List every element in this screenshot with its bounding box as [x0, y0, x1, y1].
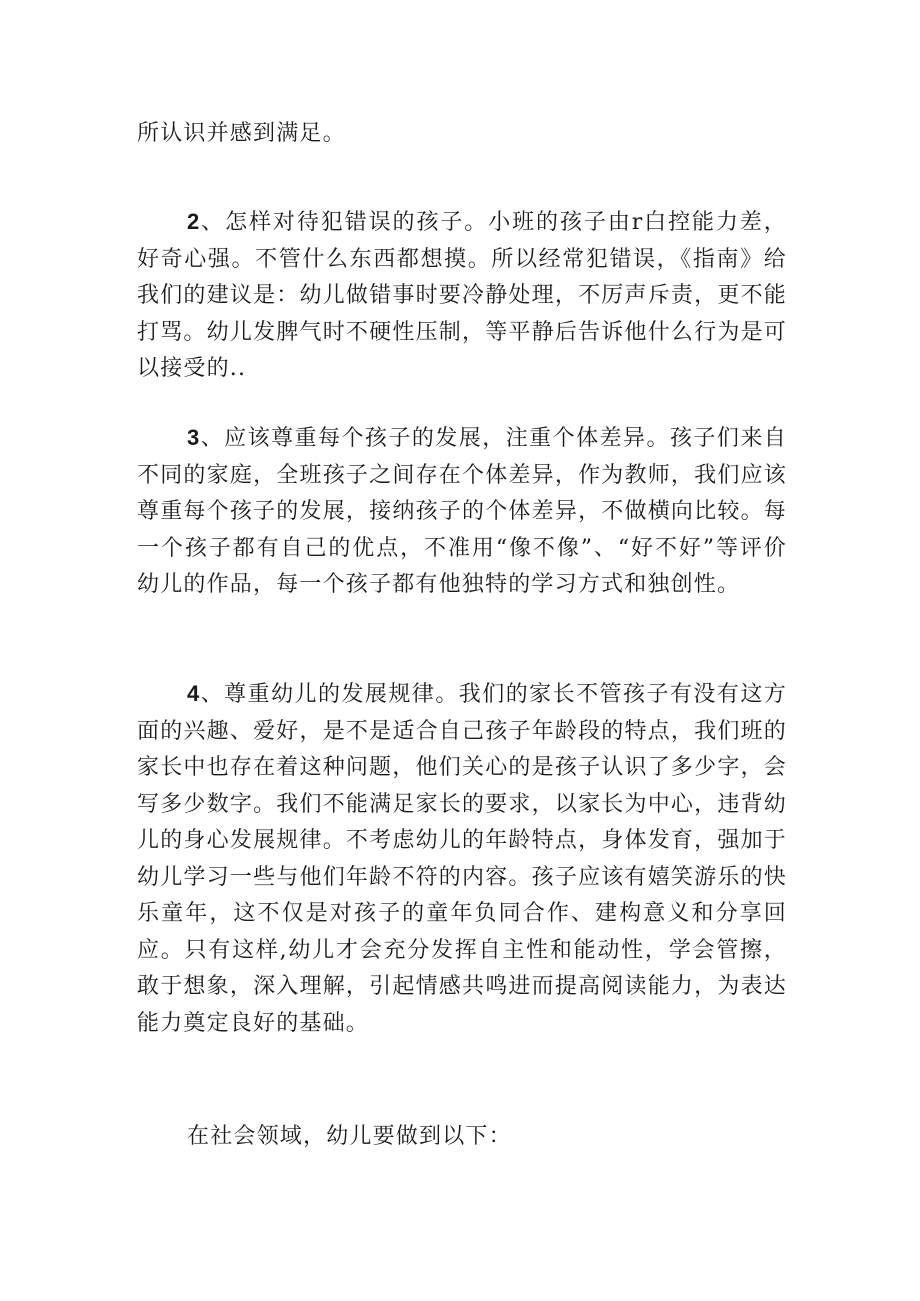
item-number: 2	[187, 209, 201, 234]
paragraph-text: 、尊重幼儿的发展规律。我们的家长不管孩子有没有这方面的兴趣、爱好，是不是适合自己孩子年龄段的特点，我们班的家长中也存在着这种问题，他们关心的是孩子认识了多少字，会写多少数字。我们不能满足家长的要求，以家长为中心，违背幼儿的身心发展规律。不考虑幼儿的年龄特点，身体发育，强加于幼儿学习一些与他们年龄不符的内容。孩子应该有嬉笑游乐的快乐童年，这不仅是对孩子的童年负同合作、建构意义和分享回应。只有这样,幼儿才会充分发挥自主性和能动性，学会管擦，敢于想象，深入理解，引起情感共鸣进而提高阅读能力，为表达能力奠定良好的基础。	[137, 682, 787, 1036]
paragraph-text: 所认识并感到满足。	[137, 121, 346, 146]
paragraph-text: 、怎样对待犯错误的孩子。小班的孩子由r白控能力差，好奇心强。不管什么东西都想摸。所以经常犯错误，《指南》给我们的建议是：幼儿做错事时要冷静处理，不厉声斥责，更不能打骂。幼儿发脾气时不硬性压制，等平静后告诉他什么行为是可以接受的..	[137, 210, 787, 381]
paragraph-text: 在社会领域，幼儿要做到以下：	[187, 1124, 512, 1149]
item-number: 4	[187, 681, 201, 706]
paragraph-item-2	[137, 204, 787, 388]
paragraph-text: 、应该尊重每个孩子的发展，注重个体差异。孩子们来自不同的家庭，全班孩子之间存在个体差异，作为教师，我们应该尊重每个孩子的发展，接纳孩子的个体差异，不做横向比较。每一个孩子都有自己的优点，不准用“像不像”、“好不好”等评价幼儿的作品，每一个孩子都有他独特的学习方式和独创性。	[137, 426, 787, 597]
paragraph-item-4	[137, 676, 787, 1042]
item-number: 3	[187, 425, 201, 450]
paragraph-item-3	[137, 420, 787, 604]
paragraph-continuation	[137, 116, 787, 153]
paragraph-social-domain	[137, 1119, 787, 1156]
